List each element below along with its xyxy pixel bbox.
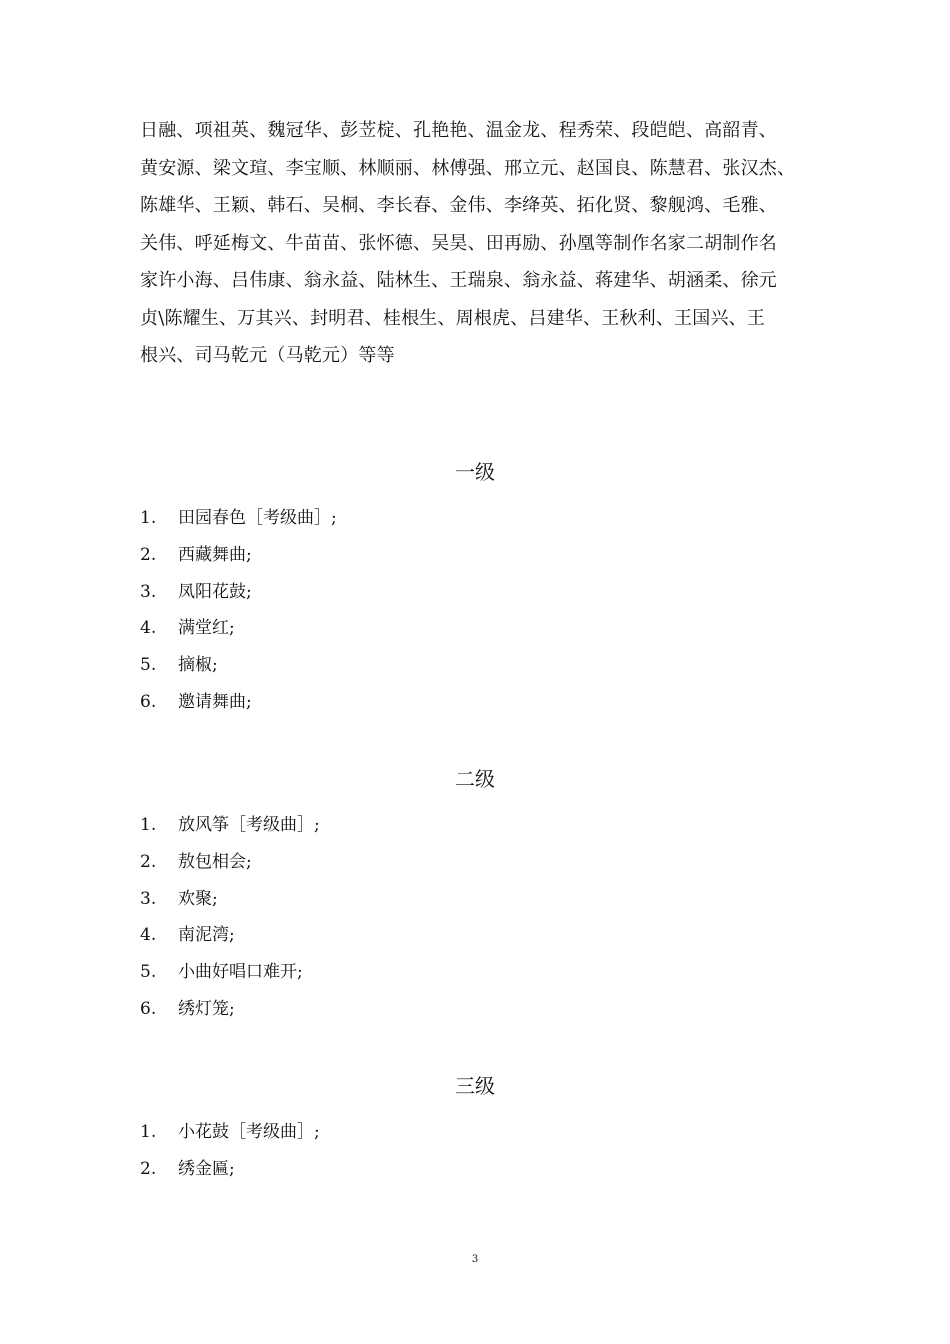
section-heading-level-1: 一级 xyxy=(455,460,495,484)
item-text: 绣金匾; xyxy=(178,1158,235,1179)
list-item xyxy=(140,881,740,918)
item-number: 5. xyxy=(140,962,157,983)
item-text: 南泥湾; xyxy=(178,925,235,946)
item-text: 小花鼓［考级曲］; xyxy=(178,1122,320,1142)
paragraph-line: 根兴、司马乾元（马乾元）等等 xyxy=(140,345,395,366)
item-number: 3. xyxy=(140,581,157,602)
item-number: 2. xyxy=(140,851,157,872)
item-text: 小曲好唱口难开; xyxy=(178,962,303,983)
paragraph-line: 日融、项祖英、魏冠华、彭苙椗、孔艳艳、温金龙、程秀荣、段皑皑、高韶青、 xyxy=(140,120,777,141)
item-number: 3. xyxy=(140,888,157,909)
list-item xyxy=(140,844,740,881)
paragraph-line: 陈雄华、王颖、韩石、吴桐、李长春、金伟、李绛英、拓化贤、黎舰鸿、毛雅、 xyxy=(140,195,777,216)
paragraph-line: 贞\陈耀生、万其兴、封明君、桂根生、周根虎、吕建华、王秋利、王国兴、王 xyxy=(140,307,766,329)
paragraph-line: 家许小海、吕伟康、翁永益、陆林生、王瑞泉、翁永益、蒋建华、胡涵柔、徐元 xyxy=(140,270,777,291)
list-item xyxy=(140,647,740,684)
item-text: 敖包相会; xyxy=(178,851,252,872)
paragraph-line: 黄安源、梁文瑄、李宝顺、林顺丽、林傅强、邢立元、赵国良、陈慧君、张汉杰、 xyxy=(140,157,796,179)
item-number: 4. xyxy=(140,618,157,639)
list-item xyxy=(140,1151,740,1188)
item-text: 放风筝［考级曲］; xyxy=(178,815,320,835)
item-number: 1. xyxy=(140,1122,157,1142)
section-list-level-2 xyxy=(140,807,740,1028)
item-number: 5. xyxy=(140,655,157,676)
item-number: 6. xyxy=(140,998,157,1019)
list-item xyxy=(140,1114,740,1151)
item-number: 2. xyxy=(140,544,157,565)
item-number: 1. xyxy=(140,508,157,528)
list-item xyxy=(140,954,740,991)
list-item xyxy=(140,610,740,647)
item-text: 绣灯笼; xyxy=(178,998,235,1019)
page-number: 3 xyxy=(471,1254,479,1265)
section-list-level-3 xyxy=(140,1114,740,1188)
list-item xyxy=(140,807,740,844)
item-text: 欢聚; xyxy=(178,888,218,909)
list-item xyxy=(140,500,740,537)
item-text: 满堂红; xyxy=(178,618,235,639)
paragraph-line: 关伟、呼延梅文、牛苗苗、张怀德、吴昊、田再励、孙凰等制作名家二胡制作名 xyxy=(140,232,777,254)
maker-names-paragraph xyxy=(140,112,840,375)
section-heading-level-3: 三级 xyxy=(455,1074,495,1098)
list-item xyxy=(140,684,740,721)
item-text: 摘椒; xyxy=(178,655,218,676)
item-number: 2. xyxy=(140,1158,157,1179)
item-text: 凤阳花鼓; xyxy=(178,581,252,602)
item-number: 1. xyxy=(140,815,157,835)
item-text: 邀请舞曲; xyxy=(178,691,252,712)
list-item xyxy=(140,991,740,1028)
item-text: 田园春色［考级曲］; xyxy=(178,508,337,528)
list-item xyxy=(140,537,740,574)
item-number: 4. xyxy=(140,925,157,946)
item-text: 西藏舞曲; xyxy=(178,544,252,565)
section-list-level-1 xyxy=(140,500,740,721)
item-number: 6. xyxy=(140,691,157,712)
list-item xyxy=(140,574,740,611)
section-heading-level-2: 二级 xyxy=(455,767,495,791)
list-item xyxy=(140,917,740,954)
